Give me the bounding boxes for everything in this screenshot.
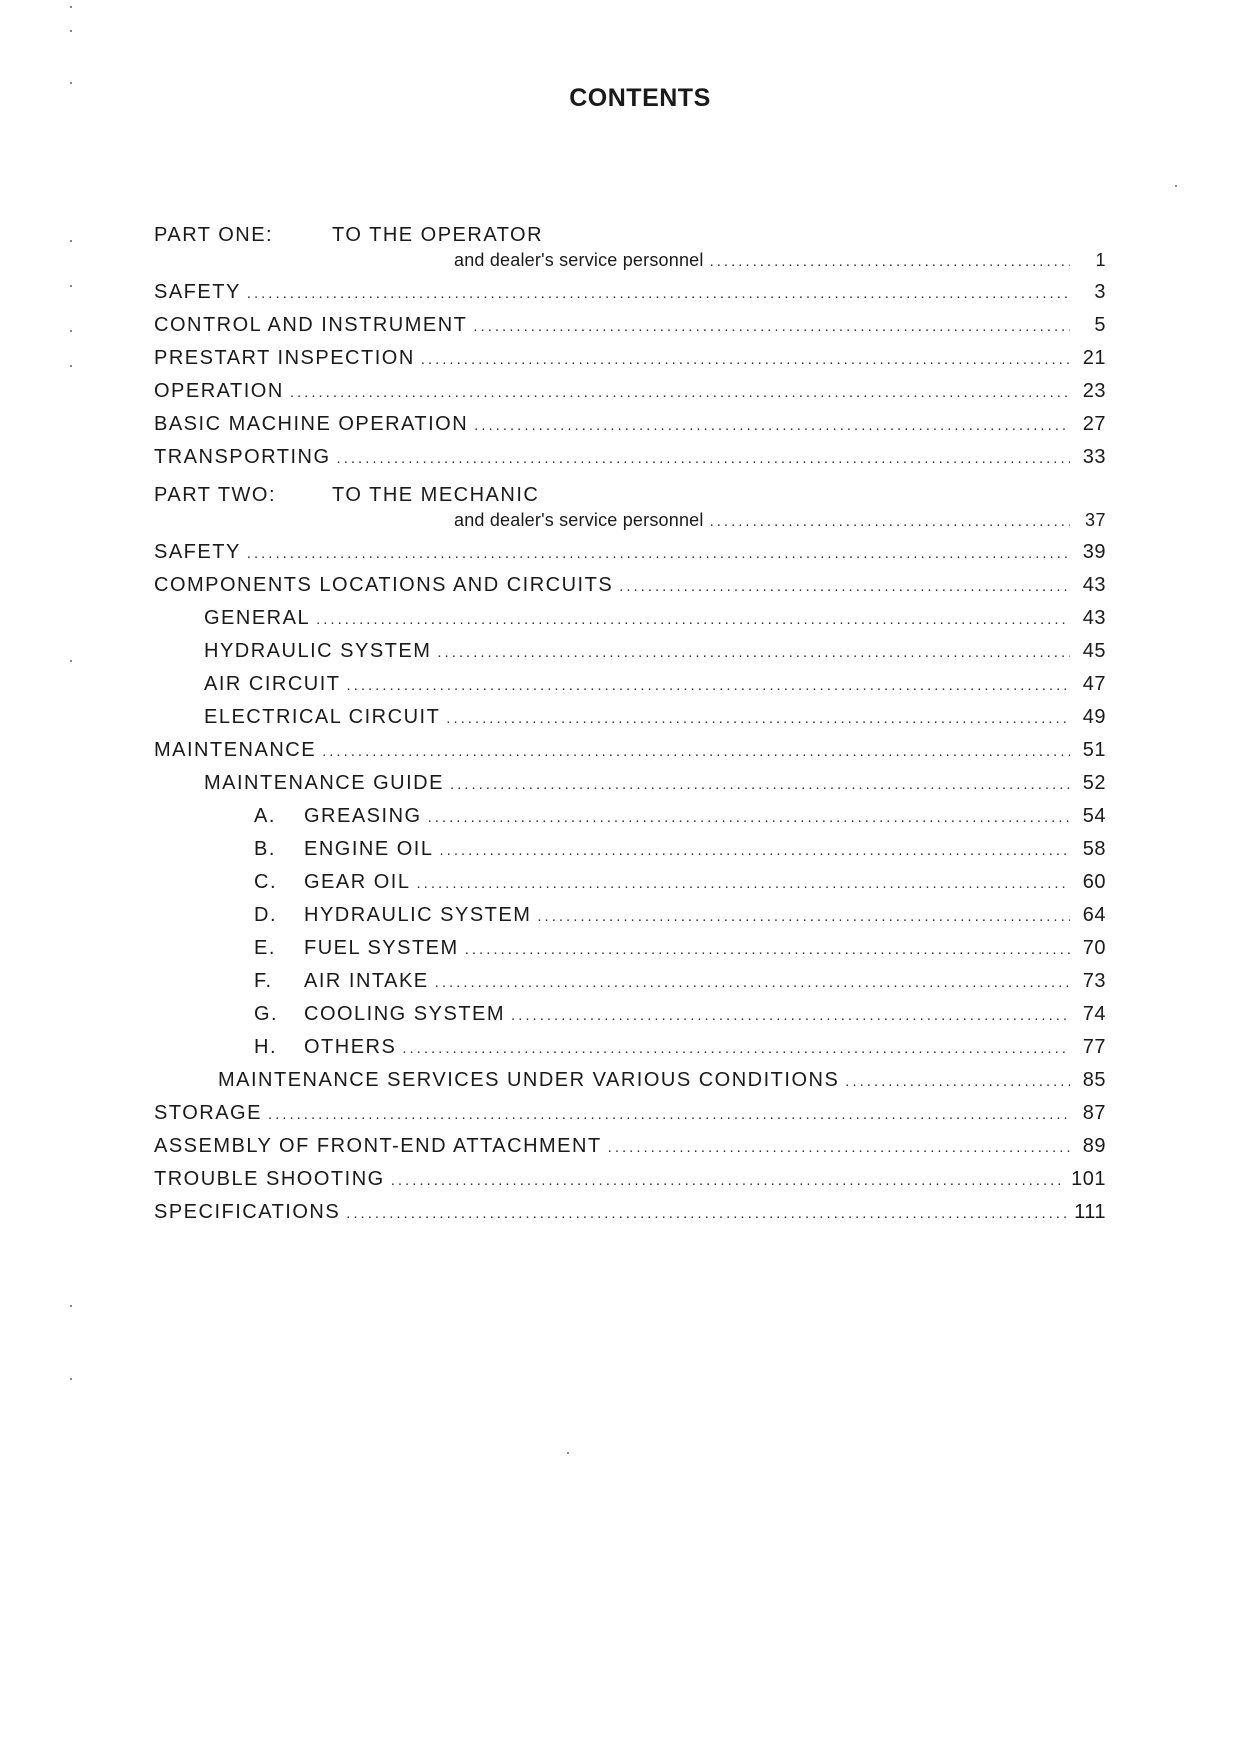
entry-label xyxy=(254,1031,396,1064)
page-number: 43 xyxy=(1082,574,1106,596)
scan-speck xyxy=(70,6,72,8)
leader-dots xyxy=(391,1164,1065,1197)
page-number: 60 xyxy=(1082,871,1106,893)
entry-label: SAFETY xyxy=(154,281,241,303)
toc-entry[interactable] xyxy=(154,569,1106,602)
entry-letter: D. xyxy=(254,904,277,926)
leader-dots xyxy=(347,669,1071,702)
toc-entry[interactable] xyxy=(154,965,1106,998)
toc-entry-part-one-subtitle[interactable] xyxy=(154,248,1106,276)
entry-text: FUEL SYSTEM xyxy=(304,937,459,959)
leader-dots xyxy=(450,768,1070,801)
toc-entry[interactable] xyxy=(154,866,1106,899)
page-number: 64 xyxy=(1082,904,1106,926)
entry-label xyxy=(254,833,433,866)
entry-label: BASIC MACHINE OPERATION xyxy=(154,413,469,435)
leader-dots xyxy=(608,1131,1070,1164)
entry-letter: E. xyxy=(254,937,276,959)
page-number: 73 xyxy=(1082,970,1106,992)
entry-label: AIR CIRCUIT xyxy=(204,673,341,695)
toc-entry-part-two-subtitle[interactable] xyxy=(154,508,1106,536)
entry-label: TROUBLE SHOOTING xyxy=(154,1168,385,1190)
leader-dots xyxy=(322,735,1070,768)
entry-letter: H. xyxy=(254,1036,277,1058)
toc-entry[interactable] xyxy=(154,635,1106,668)
leader-dots xyxy=(465,933,1070,966)
entry-label: GENERAL xyxy=(204,607,311,629)
leader-dots xyxy=(845,1065,1070,1098)
entry-label: MAINTENANCE xyxy=(154,739,317,761)
toc-entry[interactable] xyxy=(154,309,1106,342)
leader-dots xyxy=(437,636,1070,669)
leader-dots xyxy=(439,834,1070,867)
part-one-heading xyxy=(154,222,1106,248)
leader-dots xyxy=(402,1032,1070,1065)
page-number: 45 xyxy=(1082,640,1106,662)
entry-label xyxy=(254,965,429,998)
entry-label: SAFETY xyxy=(154,541,241,563)
toc-entry[interactable] xyxy=(154,833,1106,866)
toc-entry[interactable] xyxy=(154,602,1106,635)
leader-dots xyxy=(337,442,1070,475)
entry-label xyxy=(254,932,459,965)
part-two-number: PART TWO: xyxy=(154,484,277,506)
page-number: 27 xyxy=(1082,413,1106,435)
entry-text: COOLING SYSTEM xyxy=(304,1003,506,1025)
page-number: 70 xyxy=(1082,937,1106,959)
toc-entry[interactable] xyxy=(154,1130,1106,1163)
page-title: CONTENTS xyxy=(569,84,711,112)
toc-entry[interactable] xyxy=(154,536,1106,569)
page-number: 89 xyxy=(1082,1135,1106,1157)
toc-entry[interactable] xyxy=(154,276,1106,309)
page-number: 101 xyxy=(1071,1168,1106,1190)
leader-dots xyxy=(290,376,1070,409)
part-one-subtitle: and dealer's service personnel xyxy=(454,250,704,270)
page-number: 87 xyxy=(1082,1102,1106,1124)
toc-entry[interactable] xyxy=(154,668,1106,701)
entry-text: HYDRAULIC SYSTEM xyxy=(304,904,532,926)
scan-speck xyxy=(567,1452,569,1454)
page-number: 74 xyxy=(1082,1003,1106,1025)
entry-label: OPERATION xyxy=(154,380,284,402)
entry-label: ASSEMBLY OF FRONT-END ATTACHMENT xyxy=(154,1135,602,1157)
scan-speck xyxy=(70,1305,72,1307)
page-number: 43 xyxy=(1082,607,1106,629)
leader-dots xyxy=(428,801,1070,834)
entry-label xyxy=(254,998,505,1031)
page-number: 77 xyxy=(1082,1036,1106,1058)
entry-label: ELECTRICAL CIRCUIT xyxy=(204,706,441,728)
table-of-contents xyxy=(154,222,1106,1229)
entry-label: HYDRAULIC SYSTEM xyxy=(204,640,432,662)
part-two-title: TO THE MECHANIC xyxy=(332,484,540,506)
entry-label: TRANSPORTING xyxy=(154,446,331,468)
leader-dots xyxy=(537,900,1070,933)
entry-letter: F. xyxy=(254,970,273,992)
entry-letter: B. xyxy=(254,838,276,860)
leader-dots xyxy=(710,510,1070,534)
entry-label xyxy=(254,800,422,833)
leader-dots xyxy=(247,277,1070,310)
scan-speck xyxy=(70,285,72,287)
part-two-heading xyxy=(154,482,1106,508)
page-number: 5 xyxy=(1094,314,1106,336)
toc-entry[interactable] xyxy=(154,1097,1106,1130)
leader-dots xyxy=(710,250,1070,274)
toc-entry[interactable] xyxy=(154,932,1106,965)
toc-entry[interactable] xyxy=(154,800,1106,833)
scan-speck xyxy=(70,82,72,84)
entry-letter: G. xyxy=(254,1003,279,1025)
leader-dots xyxy=(416,867,1070,900)
toc-entry[interactable] xyxy=(154,408,1106,441)
entry-text: AIR INTAKE xyxy=(304,970,429,992)
leader-dots xyxy=(435,966,1070,999)
scan-speck xyxy=(70,240,72,242)
part-one-number: PART ONE: xyxy=(154,224,274,246)
leader-dots xyxy=(421,343,1070,376)
leader-dots xyxy=(473,310,1070,343)
toc-entry[interactable] xyxy=(154,899,1106,932)
scan-speck xyxy=(70,330,72,332)
entry-label: PRESTART INSPECTION xyxy=(154,347,415,369)
leader-dots xyxy=(619,570,1070,603)
leader-dots xyxy=(511,999,1070,1032)
page-number: 39 xyxy=(1082,541,1106,563)
scan-speck xyxy=(1175,185,1177,187)
toc-entry[interactable] xyxy=(154,441,1106,474)
toc-entry[interactable] xyxy=(154,1064,1106,1097)
page-number: 54 xyxy=(1082,805,1106,827)
toc-entry[interactable] xyxy=(154,1163,1106,1196)
page-number: 1 xyxy=(1095,250,1106,270)
scan-speck xyxy=(70,660,72,662)
entry-label: MAINTENANCE GUIDE xyxy=(204,772,444,794)
page-number: 47 xyxy=(1082,673,1106,695)
entry-label: COMPONENTS LOCATIONS AND CIRCUITS xyxy=(154,574,614,596)
toc-entry[interactable] xyxy=(154,375,1106,408)
page-number: 33 xyxy=(1082,446,1106,468)
leader-dots xyxy=(446,702,1070,735)
leader-dots xyxy=(316,603,1070,636)
entry-label: STORAGE xyxy=(154,1102,262,1124)
entry-text: GEAR OIL xyxy=(304,871,411,893)
leader-dots xyxy=(474,409,1070,442)
entry-label xyxy=(254,899,531,932)
page-number: 85 xyxy=(1082,1069,1106,1091)
leader-dots xyxy=(268,1098,1070,1131)
scan-speck xyxy=(70,1378,72,1380)
entry-letter: A. xyxy=(254,805,276,827)
page-number: 49 xyxy=(1082,706,1106,728)
toc-entry[interactable] xyxy=(154,998,1106,1031)
page-number: 51 xyxy=(1082,739,1106,761)
entry-text: OTHERS xyxy=(304,1036,397,1058)
page-number: 37 xyxy=(1084,510,1106,530)
scan-speck xyxy=(70,365,72,367)
entry-label: CONTROL AND INSTRUMENT xyxy=(154,314,468,336)
part-two-subtitle: and dealer's service personnel xyxy=(454,510,704,530)
page-number: 21 xyxy=(1082,347,1106,369)
page-number: 23 xyxy=(1082,380,1106,402)
page-number: 58 xyxy=(1082,838,1106,860)
entry-label: SPECIFICATIONS xyxy=(154,1201,341,1223)
scan-speck xyxy=(70,30,72,32)
leader-dots xyxy=(346,1197,1068,1230)
toc-entry[interactable] xyxy=(154,734,1106,767)
part-one-title: TO THE OPERATOR xyxy=(332,224,544,246)
entry-letter: C. xyxy=(254,871,277,893)
toc-entry[interactable] xyxy=(154,701,1106,734)
entry-label xyxy=(254,866,410,899)
toc-entry[interactable] xyxy=(154,1031,1106,1064)
leader-dots xyxy=(247,537,1070,570)
entry-text: GREASING xyxy=(304,805,422,827)
toc-entry[interactable] xyxy=(154,342,1106,375)
entry-text: ENGINE OIL xyxy=(304,838,434,860)
page-number: 111 xyxy=(1074,1201,1106,1223)
toc-entry[interactable] xyxy=(154,1196,1106,1229)
entry-label: MAINTENANCE SERVICES UNDER VARIOUS CONDITIONS xyxy=(218,1069,840,1091)
page-number: 52 xyxy=(1082,772,1106,794)
toc-entry[interactable] xyxy=(154,767,1106,800)
page-number: 3 xyxy=(1094,281,1106,303)
